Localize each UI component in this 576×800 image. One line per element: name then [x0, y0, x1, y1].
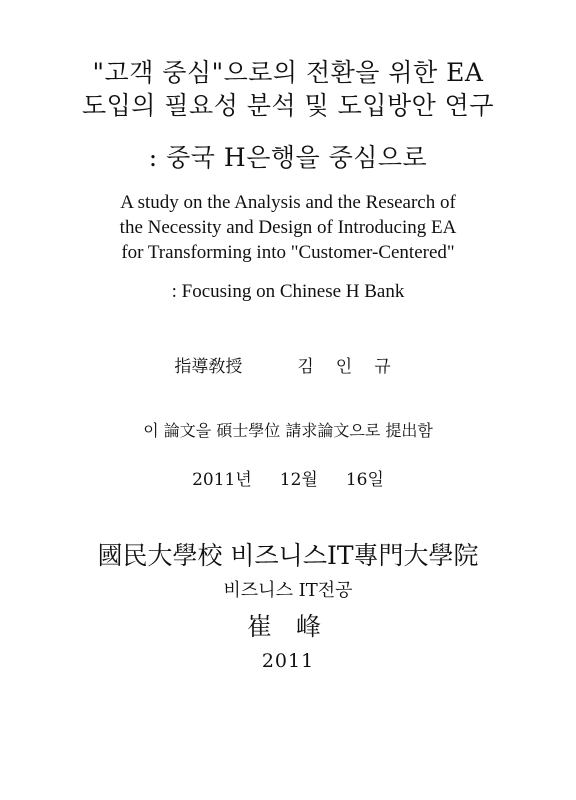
- major-name: 비즈니스 IT전공: [223, 580, 353, 601]
- english-subtitle: : Focusing on Chinese H Bank: [171, 281, 405, 302]
- advisor-line: [0, 359, 576, 376]
- author-name: 崔 峰: [247, 612, 329, 641]
- advisor-name-char-2: 인: [335, 357, 353, 377]
- english-title-line-1: A study on the Analysis and the Research of: [120, 192, 456, 213]
- advisor-name-char-1: 김: [297, 357, 314, 377]
- school-name: 國民大學校 비즈니스IT專門大學院: [97, 541, 479, 570]
- date-month: 12월: [279, 470, 318, 490]
- english-title-line-2: the Necessity and Design of Introducing EA: [119, 217, 457, 238]
- korean-title-line-2: 도입의 필요성 분석 및 도입방안 연구: [82, 91, 494, 120]
- thesis-year: 2011: [261, 650, 315, 672]
- advisor-label: 指導敎授: [174, 357, 243, 377]
- korean-subtitle: : 중국 H은행을 중심으로: [148, 143, 428, 172]
- date-year: 2011년: [192, 470, 252, 490]
- submission-statement: 이 論文을 碩士學位 請求論文으로 提出함: [143, 421, 433, 440]
- date-day: 16일: [345, 470, 384, 490]
- english-title-line-3: for Transforming into "Customer-Centered": [121, 242, 455, 263]
- korean-title-line-1: "고객 중심"으로의 전환을 위한 EA: [92, 58, 484, 87]
- submission-date: [0, 472, 576, 489]
- advisor-name-char-3: 규: [374, 357, 391, 377]
